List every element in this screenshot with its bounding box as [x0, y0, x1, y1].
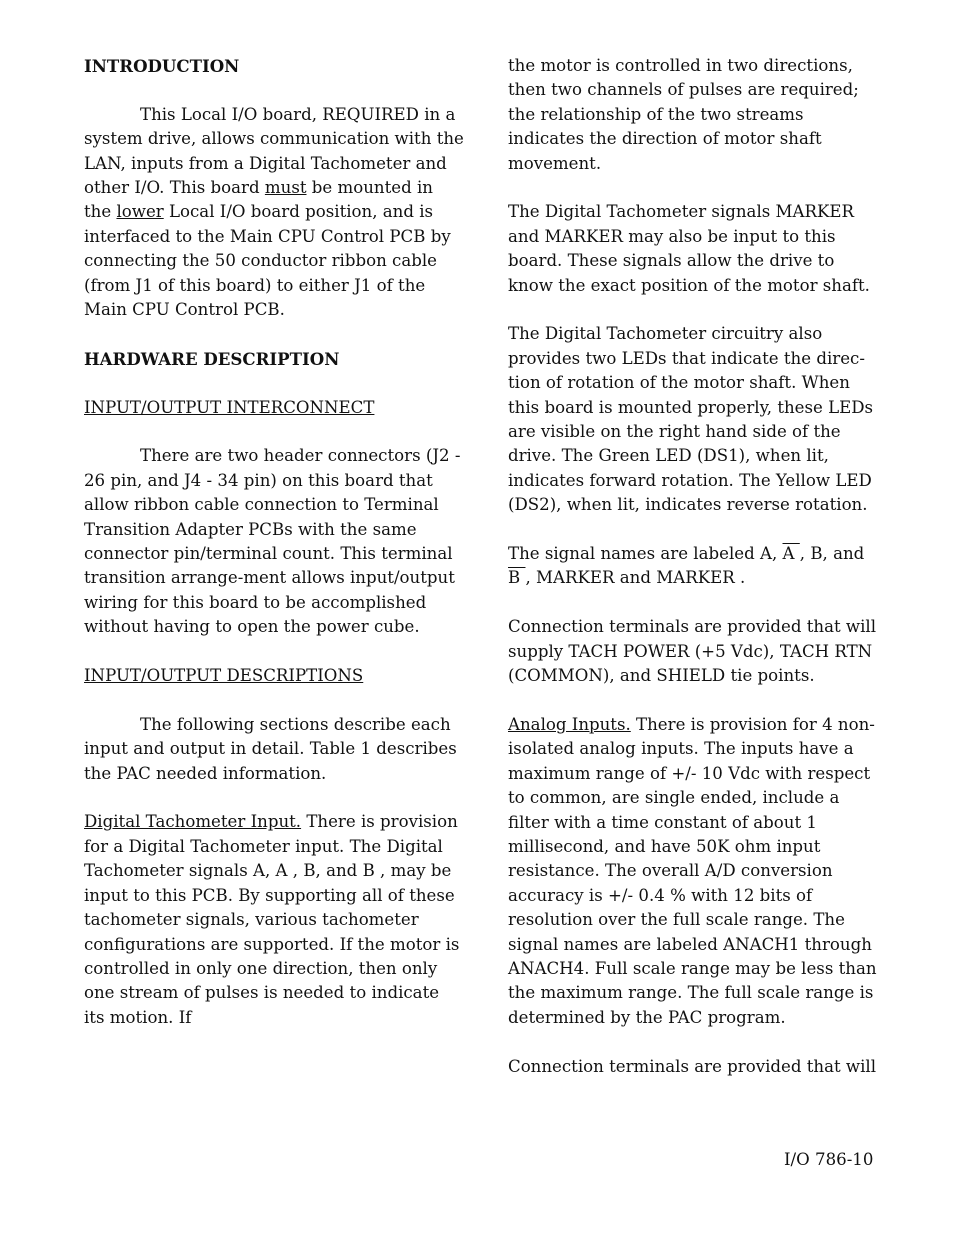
introduction-heading: INTRODUCTION: [84, 56, 240, 76]
emphasis-lower: lower: [116, 202, 164, 222]
page-number: I/O 786-10: [784, 1150, 874, 1169]
analog-terminals-paragraph: Connection terminals are provided that will: [508, 1056, 877, 1076]
digital-tach-heading: Digital Tachometer Input.: [84, 812, 302, 832]
digital-tach-paragraph: Digital Tachometer Input. There is provision for a Digital Tachometer input. The Digital Tachometer signals A, A , B, and B , may be input to this PCB. By supporting all of these tachometer signals, various tachometer configurations are supported. If the motor is controlled in only one direction, then only one stream of pulses is needed to indicate its motion. If: [84, 812, 460, 1027]
io-descriptions-heading: INPUT/OUTPUT DESCRIPTIONS: [84, 666, 364, 686]
hardware-description-heading: HARDWARE DESCRIPTION: [84, 348, 340, 369]
tach-terminals-paragraph: Connection terminals are provided that will supply TACH POWER (+5 Vdc), TACH RTN (COMMON), and SHIELD tie points.: [508, 617, 877, 686]
introduction-paragraph: This Local I/O board, REQUIRED in a system drive, allows communication with the LAN, inputs from a Digital Tachometer and other I/O. This board must be mounted in the lower Local I/O board position, and is interfaced to the Main CPU Control PCB by connecting the 50 conductor ribbon cable (from J1 of this board) to either J1 of the Main CPU Control PCB.: [84, 104, 464, 320]
signal-a-bar: A: [782, 544, 800, 564]
marker-paragraph: The Digital Tachometer signals MARKER and MARKER may also be input to this board. These signals allow the drive to know the exact position of the motor shaft.: [508, 202, 870, 295]
signal-names-paragraph: The signal names are labeled A, A , B, and B , MARKER and MARKER .: [508, 544, 865, 588]
leds-paragraph: The Digital Tachometer circuitry also provides two LEDs that indicate the direc-tion of rotation of the motor shaft. When this board is mounted properly, these LEDs are visible on the right hand side of the drive. The Green LED (DS1), when lit, indicates forward rotation. The Yellow LED (DS2), when lit, indicates reverse rotation.: [508, 324, 874, 515]
left-column: [84, 54, 464, 1030]
emphasis-must: must: [264, 178, 307, 198]
analog-inputs-paragraph: Analog Inputs. There is provision for 4 non-isolated analog inputs. The inputs have a maximum range of +/- 10 Vdc with respect to common, are single ended, include a filter with a time constant of about 1 millisecond, and have 50K ohm input resistance. The overall A/D conversion accuracy is +/- 0.4 % with 12 bits of resolution over the full scale range. The signal names are labeled ANACH1 through ANACH4. Full scale range may be less than the maximum range. The full scale range is determined by the PAC program.: [508, 714, 877, 1027]
io-descriptions-paragraph: The following sections describe each input and output in detail. Table 1 describes the PAC needed information.: [84, 714, 457, 783]
continuation-paragraph: the motor is controlled in two directions, then two channels of pulses are required; the relationship of the two streams indicates the direction of motor shaft movement.: [508, 56, 859, 173]
io-interconnect-paragraph: There are two header connectors (J2 - 26 pin, and J4 - 34 pin) on this board that allow ribbon cable connection to Terminal Transition Adapter PCBs with the same connector pin/terminal count. This terminal transition arrange-ment allows input/output wiring for this board to be accomplished without having to open the power cube.: [84, 446, 461, 637]
signal-b-bar: B: [508, 568, 526, 588]
io-interconnect-heading: INPUT/OUTPUT INTERCONNECT: [84, 397, 375, 417]
analog-inputs-heading: Analog Inputs.: [508, 714, 631, 734]
right-column: [508, 54, 880, 1079]
